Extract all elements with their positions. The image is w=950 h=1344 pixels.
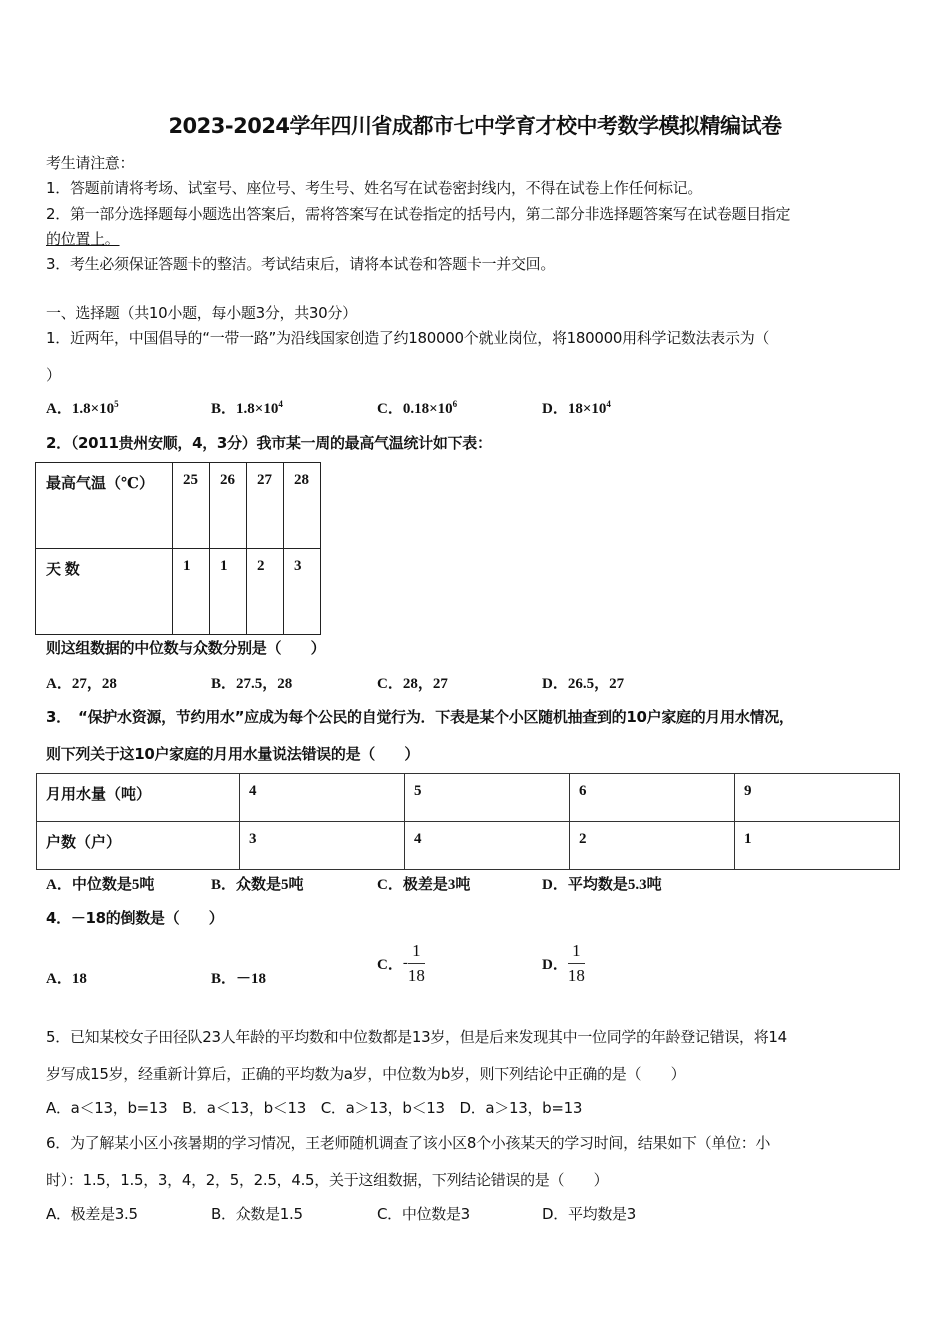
table-header-cell: 月用水量（吨） xyxy=(37,774,240,822)
question-4-stem: 4．－18的倒数是（ ） xyxy=(46,909,224,927)
question-2-follow: 则这组数据的中位数与众数分别是（ ） xyxy=(46,639,326,657)
table-cell: 3 xyxy=(240,822,405,870)
notice-item-3: 3．考生必须保证答题卡的整洁。考试结束后，请将本试卷和答题卡一并交回。 xyxy=(46,255,556,273)
question-6-stem: 6．为了解某小区小孩暑期的学习情况，王老师随机调查了该小区8个小孩某天的学习时间，结果如下（单位：小 xyxy=(46,1134,771,1152)
question-5-stem: 5．已知某校女子田径队23人年龄的平均数和中位数都是13岁，但是后来发现其中一位同学的年龄登记错误，将14 xyxy=(46,1028,787,1046)
question-6-stem-cont: 时）：1.5，1.5，3，4，2，5，2.5，4.5，关于这组数据，下列结论错误的是（ ） xyxy=(46,1171,609,1189)
fraction: $\frac{1}{18}$ xyxy=(567,941,585,985)
table-cell: 25 xyxy=(173,463,210,549)
table-cell: 26 xyxy=(210,463,247,549)
table-cell: 2 xyxy=(247,549,284,635)
question-3-option-c: C．极差是3吨 xyxy=(377,877,471,893)
table-cell: 5 xyxy=(405,774,570,822)
question-4-option-b: B．－18 xyxy=(211,971,267,987)
table-header-cell: 最高气温（℃） xyxy=(36,463,173,549)
table-cell: 28 xyxy=(284,463,321,549)
notice-item-1: 1．答题前请将考场、试室号、座位号、考生号、姓名写在试卷密封线内，不得在试卷上作任何标记。 xyxy=(46,179,703,197)
question-1-option-d: D．$18\times 10^4$ xyxy=(542,399,611,417)
table-cell: 1 xyxy=(735,822,900,870)
table-cell: 1 xyxy=(173,549,210,635)
question-3-option-d: D．平均数是5.3吨 xyxy=(542,877,662,893)
table-cell: 1 xyxy=(210,549,247,635)
question-1-option-a: A．$1.8\times 10^5$ xyxy=(46,399,119,417)
notice-heading: 考生请注意： xyxy=(46,154,135,172)
question-6-option-c: C．中位数是3 xyxy=(377,1205,470,1223)
question-6-option-a: A．极差是3.5 xyxy=(46,1205,138,1223)
question-4-option-d: D． $\frac{1}{18}$ xyxy=(542,941,585,985)
question-1-option-b: B．$1.8\times 10^4$ xyxy=(211,399,283,417)
question-2-stem: 2．（2011贵州安顺，4，3分）我市某一周的最高气温统计如下表： xyxy=(46,434,492,452)
question-6-option-b: B．众数是1.5 xyxy=(211,1205,303,1223)
question-1-stem: 1．近两年，中国倡导的“一带一路”为沿线国家创造了约180000个就业岗位，将180000用科学记数法表示为（ xyxy=(46,329,770,347)
question-2-option-b: B．27.5，28 xyxy=(211,676,293,692)
question-1-stem-cont: ） xyxy=(46,366,61,384)
table-header-cell: 户数（户） xyxy=(37,822,240,870)
fraction: $\frac{1}{18}$ xyxy=(407,941,425,985)
question-6-option-d: D．平均数是3 xyxy=(542,1205,636,1223)
table-cell: 4 xyxy=(405,822,570,870)
question-4-option-c: C．- $\frac{1}{18}$ xyxy=(377,941,425,985)
question-3-stem: 3． “保护水资源，节约用水”应成为每个公民的自觉行为．下表是某个小区随机抽查到的10户家庭的月用水情况， xyxy=(46,708,794,726)
question-2-option-a: A．27，28 xyxy=(46,676,117,692)
section-heading: 一、选择题（共10小题，每小题3分，共30分） xyxy=(46,304,357,322)
notice-item-2: 2．第一部分选择题每小题选出答案后，需将答案写在试卷指定的括号内，第二部分非选择题答案写在试卷题目指定 xyxy=(46,205,791,223)
question-3-stem-cont: 则下列关于这10户家庭的月用水量说法错误的是（ ） xyxy=(46,745,420,763)
table-cell: 3 xyxy=(284,549,321,635)
temperature-table xyxy=(35,462,321,635)
table-row xyxy=(37,822,900,870)
question-3-option-a: A．中位数是5吨 xyxy=(46,877,155,893)
table-cell: 2 xyxy=(570,822,735,870)
question-5-options: A．a＜13，b=13 B．a＜13，b＜13 C．a＞13，b＜13 D．a＞13，b=13 xyxy=(46,1099,583,1117)
notice-item-2-cont: 的位置上。 xyxy=(46,230,120,248)
page-title: 2023-2024学年四川省成都市七中学育才校中考数学模拟精编试卷 xyxy=(168,114,782,138)
question-3-option-b: B．众数是5吨 xyxy=(211,877,304,893)
table-cell: 4 xyxy=(240,774,405,822)
question-2-option-d: D．26.5，27 xyxy=(542,676,625,692)
table-row xyxy=(37,774,900,822)
table-row xyxy=(36,463,321,549)
question-4-option-a: A．18 xyxy=(46,971,87,987)
question-2-option-c: C．28，27 xyxy=(377,676,448,692)
water-usage-table xyxy=(36,773,900,870)
question-5-stem-cont: 岁写成15岁，经重新计算后，正确的平均数为a岁，中位数为b岁，则下列结论中正确的是（ ） xyxy=(46,1065,686,1083)
table-cell: 6 xyxy=(570,774,735,822)
question-1-option-c: C．$0.18\times 10^6$ xyxy=(377,399,458,417)
table-header-cell: 天 数 xyxy=(36,549,173,635)
table-cell: 9 xyxy=(735,774,900,822)
table-cell: 27 xyxy=(247,463,284,549)
table-row xyxy=(36,549,321,635)
